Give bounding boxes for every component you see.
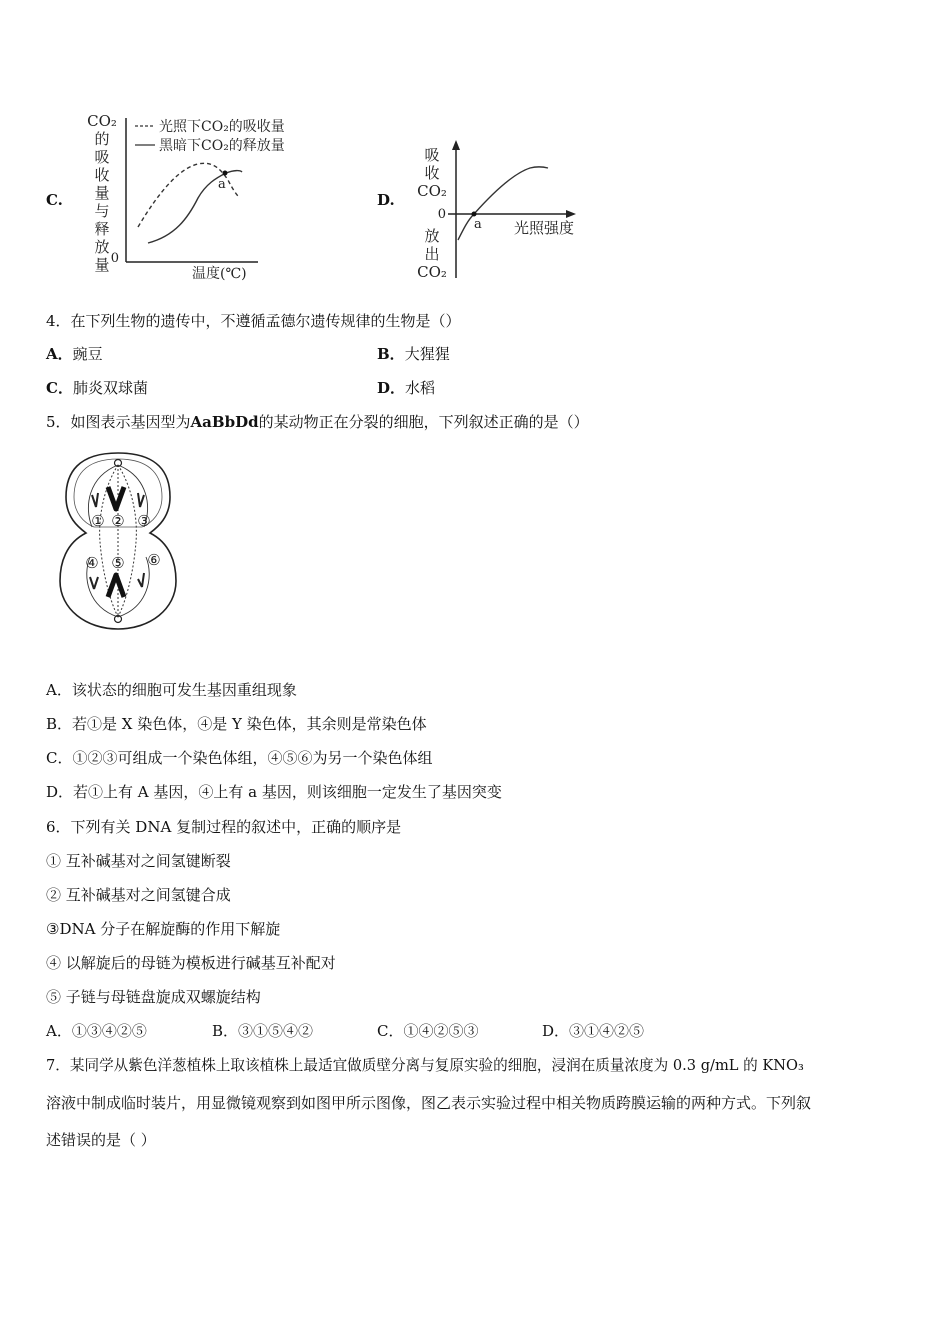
- q6-option-d: D．③①④②⑤: [542, 1022, 645, 1040]
- q6-step-2: ② 互补碱基对之间氢键合成: [46, 886, 231, 904]
- q6-step-4: ④ 以解旋后的母链为模板进行碱基互补配对: [46, 954, 336, 972]
- figure-d-origin: 0: [437, 207, 446, 222]
- svg-text:a: a: [474, 217, 482, 232]
- question-4-stem: 4．在下列生物的遗传中，不遵循孟德尔遗传规律的生物是（）: [46, 312, 461, 330]
- svg-text:③: ③: [137, 512, 151, 530]
- svg-text:放: 放: [424, 227, 440, 245]
- q4-option-a: A．豌豆: [46, 345, 103, 363]
- q5-option-a: A．该状态的细胞可发生基因重组现象: [46, 681, 297, 699]
- svg-text:⑥: ⑥: [147, 551, 161, 569]
- figure-d-y-top-label: [417, 146, 447, 200]
- q6-step-5: ⑤ 子链与母链盘旋成双螺旋结构: [46, 988, 261, 1006]
- q4-option-b: B．大猩猩: [377, 345, 450, 363]
- q4-option-c: C．肺炎双球菌: [46, 379, 148, 397]
- svg-text:④: ④: [85, 554, 99, 572]
- figure-c-origin: 0: [110, 251, 119, 266]
- question-7-stem-line-1: 7．某同学从紫色洋葱植株上取该植株上最适宜做质壁分离与复原实验的细胞，浸润在质量浓度为 0.3 g/mL 的 KNO₃: [46, 1057, 804, 1074]
- figure-c-graph: [80, 110, 330, 290]
- q5-option-c: C．①②③可组成一个染色体组，④⑤⑥为另一个染色体组: [46, 749, 433, 767]
- question-5-stem: 5．如图表示基因型为AaBbDd的某动物正在分裂的细胞，下列叙述正确的是（）: [46, 413, 589, 431]
- question-6-stem: 6．下列有关 DNA 复制过程的叙述中，正确的顺序是: [46, 818, 402, 836]
- svg-text:量: 量: [94, 256, 110, 274]
- question-7-stem-line-3: 述错误的是（ ）: [46, 1131, 156, 1149]
- svg-text:CO₂: CO₂: [87, 112, 117, 130]
- figure-d-y-bottom-label: [417, 227, 447, 281]
- svg-text:吸: 吸: [94, 148, 110, 166]
- svg-text:出: 出: [424, 245, 440, 263]
- svg-text:与: 与: [94, 202, 110, 220]
- question-7-stem-line-2: 溶液中制成临时装片，用显微镜观察到如图甲所示图像，图乙表示实验过程中相关物质跨膜运输的两种方式。下列叙: [46, 1094, 812, 1112]
- svg-text:量: 量: [94, 184, 110, 202]
- q6-step-1: ① 互补碱基对之间氢键断裂: [46, 852, 231, 870]
- svg-text:⑤: ⑤: [111, 554, 125, 572]
- point-a: [223, 171, 228, 176]
- svg-text:①: ①: [91, 512, 105, 530]
- legend-light-absorption: 光照下CO₂的吸收量: [159, 119, 285, 135]
- q6-option-c: C．①④②⑤③: [377, 1022, 479, 1040]
- curve-dark-release: [148, 171, 242, 243]
- figure-d-x-label: 光照强度: [514, 219, 575, 237]
- svg-text:释: 释: [94, 220, 110, 238]
- q5-option-d: D．若①上有 A 基因，④上有 a 基因，则该细胞一定发生了基因突变: [46, 783, 502, 801]
- svg-text:的: 的: [94, 130, 110, 148]
- q6-option-a: A．①③④②⑤: [46, 1022, 147, 1040]
- option-c-label: C.: [46, 191, 63, 209]
- q4-option-d: D．水稻: [377, 379, 436, 397]
- legend-dark-release: 黑暗下CO₂的释放量: [159, 138, 285, 154]
- q5-option-b: B．若①是 X 染色体，④是 Y 染色体，其余则是常染色体: [46, 715, 427, 733]
- svg-text:a: a: [218, 177, 226, 192]
- svg-text:CO₂: CO₂: [417, 263, 447, 281]
- point-a: [472, 212, 477, 217]
- svg-text:收: 收: [94, 166, 110, 184]
- option-d-label: D.: [377, 191, 395, 209]
- q6-step-3: ③DNA 分子在解旋酶的作用下解旋: [46, 920, 281, 938]
- dividing-cell-diagram: [58, 447, 178, 637]
- svg-text:放: 放: [94, 238, 110, 256]
- figure-c-x-label: 温度(℃): [192, 266, 247, 282]
- q6-option-b: B．③①⑤④②: [212, 1022, 314, 1040]
- figure-d-graph: [410, 138, 610, 288]
- svg-text:收: 收: [424, 164, 440, 182]
- svg-text:吸: 吸: [424, 146, 440, 164]
- figure-c-y-label: [87, 112, 117, 274]
- svg-text:CO₂: CO₂: [417, 182, 447, 200]
- svg-text:②: ②: [111, 512, 125, 530]
